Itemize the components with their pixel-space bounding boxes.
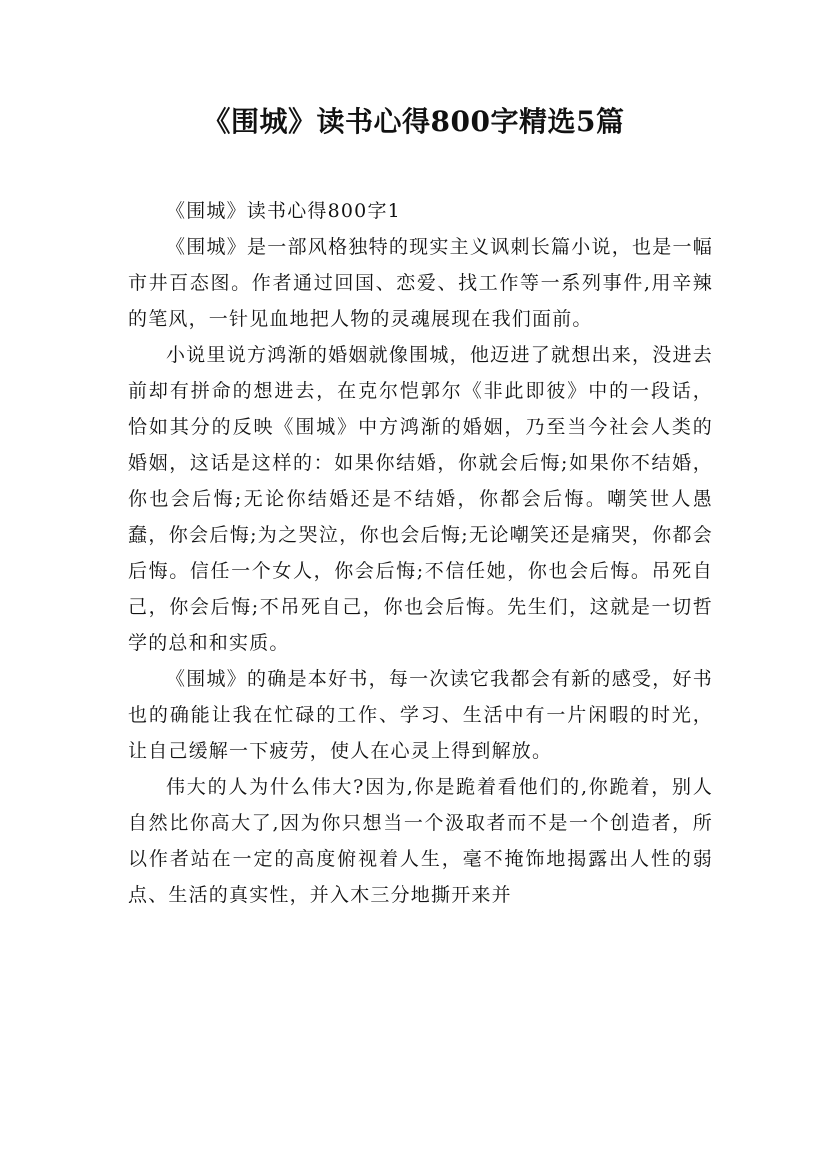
- paragraph-1: 《围城》是一部风格独特的现实主义讽刺长篇小说，也是一幅市井百态图。作者通过回国、恋爱、找工作等一系列事件,用辛辣的笔风，一针见血地把人物的灵魂展现在我们面前。: [128, 236, 713, 330]
- document-title: 《围城》读书心得800字精选5篇: [202, 105, 625, 138]
- paragraph-3: 《围城》的确是本好书，每一次读它我都会有新的感受，好书也的确能让我在忙碌的工作、学习、生活中有一片闲暇的时光，让自己缓解一下疲劳，使人在心灵上得到解放。: [128, 668, 713, 762]
- paragraph-4: 伟大的人为什么伟大?因为,你是跪着看他们的,你跪着，别人自然比你高大了,因为你只想当一个汲取者而不是一个创造者，所以作者站在一定的高度俯视着人生，毫不掩饰地揭露出人性的弱点、生活的真实性，并入木三分地撕开来并: [128, 776, 713, 906]
- section-heading: 《围城》读书心得800字1: [166, 200, 401, 222]
- document-body: [128, 193, 713, 913]
- paragraph-2: 小说里说方鸿渐的婚姻就像围城，他迈进了就想出来，没进去前却有拼命的想进去，在克尔恺郭尔《非此即彼》中的一段话，恰如其分的反映《围城》中方鸿渐的婚姻，乃至当今社会人类的婚姻，这话是这样的：如果你结婚，你就会后悔;如果你不结婚，你也会后悔;无论你结婚还是不结婚，你都会后悔。嘲笑世人愚蠢，你会后悔;为之哭泣，你也会后悔;无论嘲笑还是痛哭，你都会后悔。信任一个女人，你会后悔;不信任她，你也会后悔。吊死自己，你会后悔;不吊死自己，你也会后悔。先生们，这就是一切哲学的总和和实质。: [128, 344, 713, 654]
